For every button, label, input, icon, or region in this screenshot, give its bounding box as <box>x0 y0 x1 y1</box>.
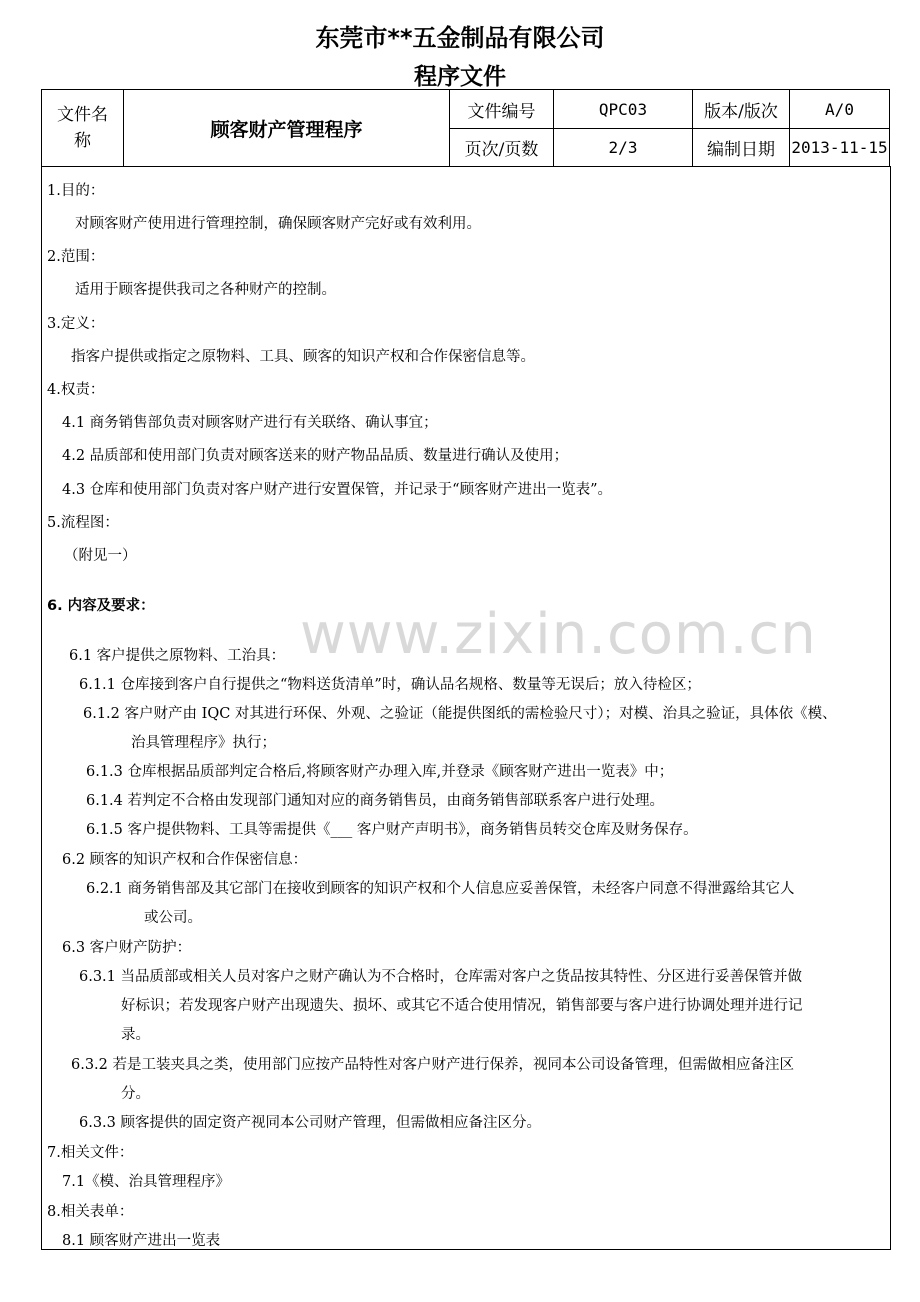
file-no-label: 文件编号 <box>450 90 554 129</box>
header-table <box>41 89 890 167</box>
scope-text: 适用于顾客提供我司之各种财产的控制。 <box>75 282 336 298</box>
content-item: 6.1.1 仓库接到客户自行提供之“物料送货清单”时，确认品名规格、数量等无误后；放入待检区； <box>79 677 701 693</box>
related-form-item: 8.1 顾客财产进出一览表 <box>62 1233 221 1249</box>
responsibility-item: 4.3 仓库和使用部门负责对客户财产进行安置保管，并记录于“顾客财产进出一览表”。 <box>62 482 612 498</box>
subsection-heading: 6.2 顾客的知识产权和合作保密信息： <box>62 852 308 868</box>
section-definition-heading: 3.定义： <box>47 316 105 332</box>
section-flowchart-heading: 5.流程图： <box>47 515 119 531</box>
date-value: 2013-11-15 <box>790 129 890 167</box>
document-type-title: 程序文件 <box>414 64 506 90</box>
content-item-continued: 好标识；若发现客户财产出现遗失、损坏、或其它不适合使用情况，销售部要与客户进行协调处理并进行记 <box>121 998 803 1014</box>
section-purpose-heading: 1.目的： <box>47 183 105 199</box>
content-item: 6.1.2 客户财产由 IQC 对其进行环保、外观、之验证（能提供图纸的需检验尺寸）；对模、治具之验证，具体依《模、 <box>83 706 837 722</box>
section-content-heading: 6. 内容及要求： <box>47 598 155 614</box>
document-name: 顾客财产管理程序 <box>124 90 450 167</box>
company-title: 东莞市**五金制品有限公司 <box>315 24 605 52</box>
content-item-continued: 分。 <box>121 1086 150 1102</box>
page-label: 页次/页数 <box>450 129 554 167</box>
related-doc-item: 7.1《模、治具管理程序》 <box>62 1174 231 1190</box>
content-item: 6.1.5 客户提供物料、工具等需提供《___ 客户财产声明书》，商务销售员转交仓库及财务保存。 <box>86 822 698 838</box>
content-item: 6.1.3 仓库根据品质部判定合格后,将顾客财产办理入库,并登录《顾客财产进出一览表》中； <box>86 764 674 780</box>
content-item: 6.2.1 商务销售部及其它部门在接收到顾客的知识产权和个人信息应妥善保管，未经客户同意不得泄露给其它人 <box>86 881 795 897</box>
content-item-continued: 治具管理程序》执行； <box>131 735 276 751</box>
version-value: A/0 <box>790 90 890 129</box>
section-scope-heading: 2.范围： <box>47 249 105 265</box>
definition-text: 指客户提供或指定之原物料、工具、顾客的知识产权和合作保密信息等。 <box>71 349 535 365</box>
content-item: 6.3.2 若是工装夹具之类，使用部门应按产品特性对客户财产进行保养，视同本公司设备管理，但需做相应备注区 <box>71 1057 794 1073</box>
responsibility-item: 4.1 商务销售部负责对顾客财产进行有关联络、确认事宜； <box>62 415 438 431</box>
content-item: 6.3.3 顾客提供的固定资产视同本公司财产管理，但需做相应备注区分。 <box>79 1115 542 1131</box>
subsection-heading: 6.1 客户提供之原物料、工治具： <box>69 648 286 664</box>
watermark: www.zixin.com.cn <box>300 602 817 667</box>
page-value: 2/3 <box>554 129 693 167</box>
content-item-continued: 或公司。 <box>144 910 202 926</box>
version-label: 版本/版次 <box>693 90 790 129</box>
content-item: 6.1.4 若判定不合格由发现部门通知对应的商务销售员，由商务销售部联系客户进行处理。 <box>86 793 664 809</box>
file-name-label: 文件名称 <box>42 90 124 167</box>
section-related-docs-heading: 7.相关文件： <box>47 1145 134 1161</box>
section-related-forms-heading: 8.相关表单： <box>47 1204 134 1220</box>
content-item: 6.3.1 当品质部或相关人员对客户之财产确认为不合格时，仓库需对客户之货品按其特性、分区进行妥善保管并做 <box>79 969 802 985</box>
flowchart-note: （附见一） <box>64 548 137 564</box>
file-no-value: QPC03 <box>554 90 693 129</box>
responsibility-item: 4.2 品质部和使用部门负责对顾客送来的财产物品品质、数量进行确认及使用； <box>62 448 569 464</box>
section-responsibility-heading: 4.权责： <box>47 382 105 398</box>
date-label: 编制日期 <box>693 129 790 167</box>
content-item-continued: 录。 <box>121 1027 150 1043</box>
purpose-text: 对顾客财产使用进行管理控制，确保顾客财产完好或有效利用。 <box>75 216 481 232</box>
subsection-heading: 6.3 客户财产防护： <box>62 940 192 956</box>
